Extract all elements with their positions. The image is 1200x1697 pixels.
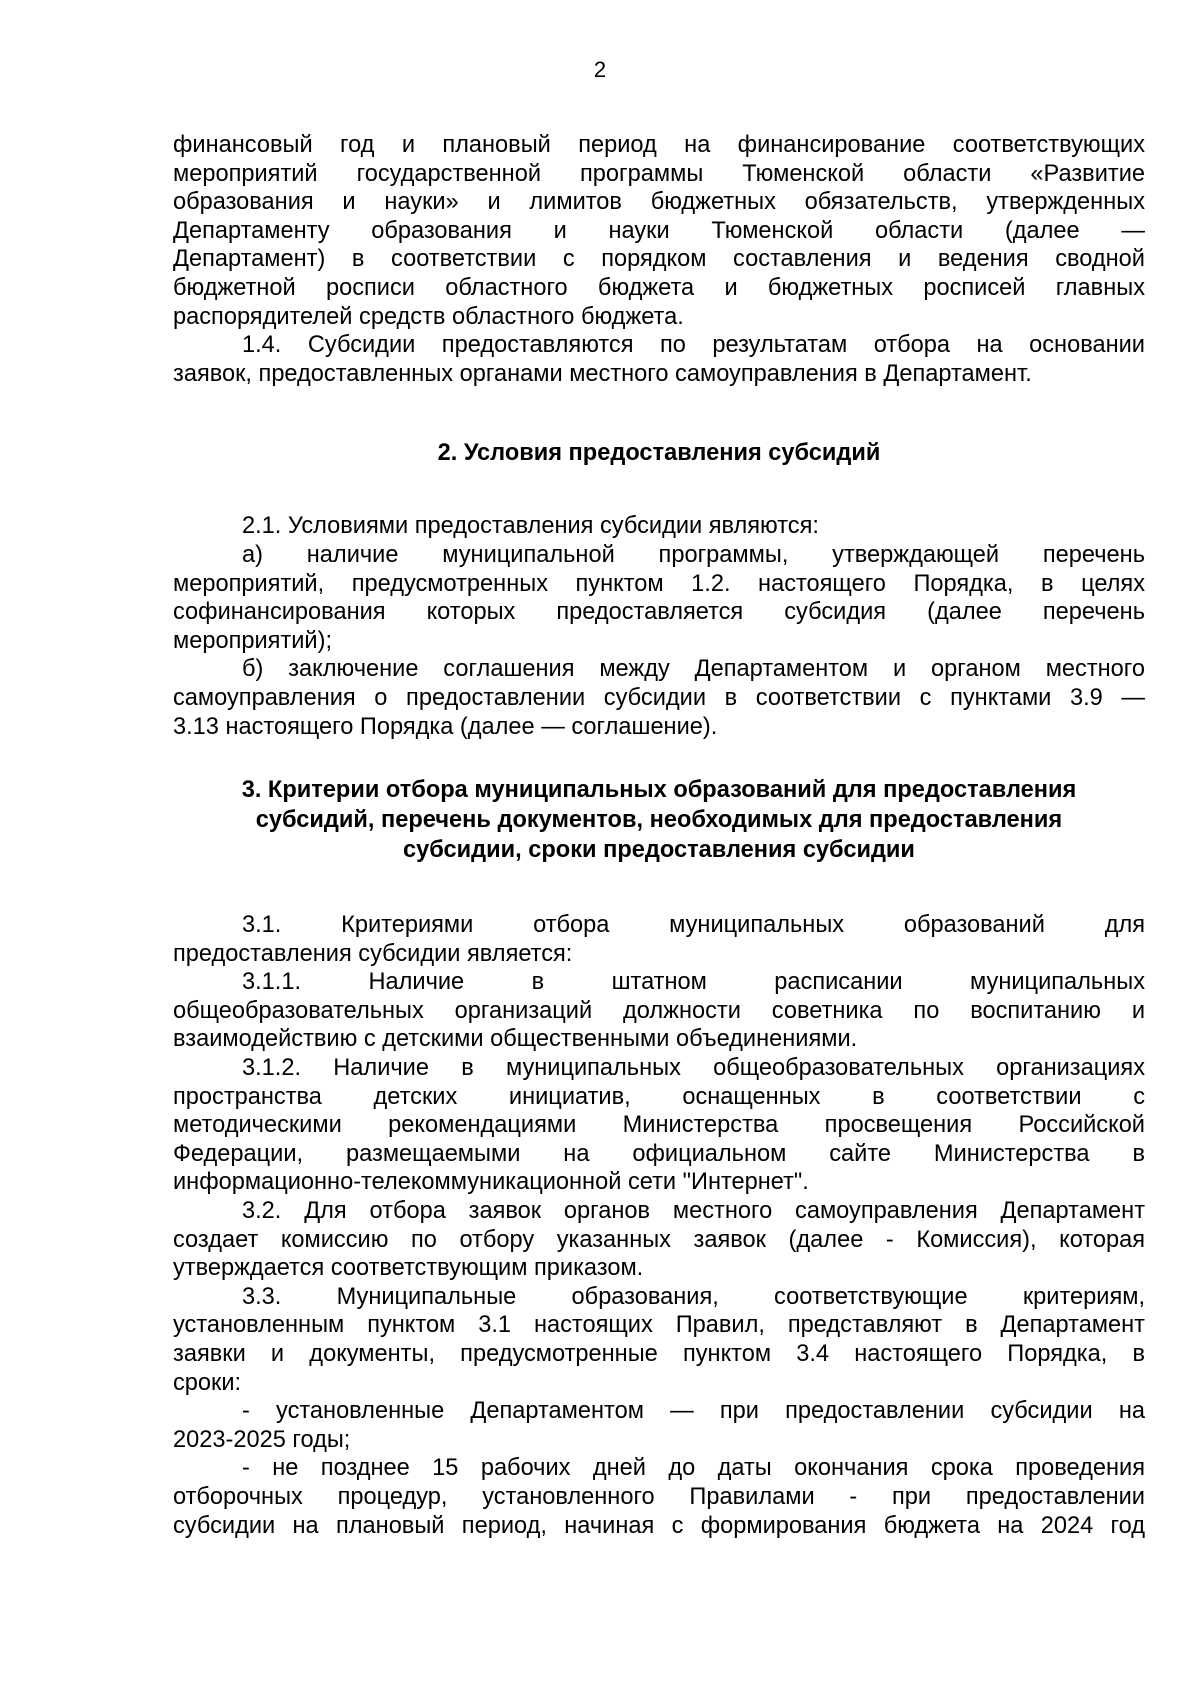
text-line: информационно-телекоммуникационной сети "Интернет". <box>173 1169 809 1196</box>
text-line: 2023-2025 годы; <box>173 1426 351 1453</box>
text-line: самоуправления о предоставлении субсидии в соответствии с пунктами 3.9 — <box>173 684 1145 711</box>
paragraph-3-3 <box>173 1283 1145 1397</box>
heading-line: субсидий, перечень документов, необходимых для предоставления <box>255 807 1063 834</box>
text-line: предоставления субсидии является: <box>173 940 573 967</box>
section-heading-3 <box>173 775 1145 865</box>
text-line: сроки: <box>173 1369 242 1396</box>
text-line: 3.1.2. Наличие в муниципальных общеобразовательных организациях <box>242 1055 1145 1082</box>
paragraph-3-3-dash-1 <box>173 1397 1145 1454</box>
text-line: а) наличие муниципальной программы, утверждающей перечень <box>242 541 1145 568</box>
text-line: 3.3. Муниципальные образования, соответствующие критериям, <box>242 1283 1145 1310</box>
text-line: распорядителей средств областного бюджета. <box>173 303 684 330</box>
paragraph-3-2 <box>173 1197 1145 1283</box>
paragraph-3-1 <box>173 911 1145 968</box>
text-line: Федерации, размещаемыми на официальном сайте Министерства в <box>173 1140 1145 1167</box>
text-line: - не позднее 15 рабочих дней до даты окончания срока проведения <box>242 1455 1145 1482</box>
paragraph-3-1-1 <box>173 968 1145 1054</box>
text-line: мероприятий); <box>173 627 333 654</box>
text-line: финансовый год и плановый период на финансирование соответствующих <box>173 132 1145 158</box>
text-line: пространства детских инициатив, оснащенных в соответствии с <box>173 1083 1145 1110</box>
text-line: 3.1. Критериями отбора муниципальных образований для <box>242 912 1145 939</box>
text-line: взаимодействию с детскими общественными объединениями. <box>173 1026 858 1053</box>
paragraph-1-4 <box>173 331 1145 388</box>
text-line: бюджетной росписи областного бюджета и бюджетных росписей главных <box>173 274 1145 301</box>
paragraph-2-1-a <box>173 541 1145 655</box>
text-line: 2.1. Условиями предоставления субсидии являются: <box>242 513 819 540</box>
text-line: заявок, предоставленных органами местного самоуправления в Департамент. <box>173 360 1032 387</box>
paragraph-3-1-2 <box>173 1054 1145 1197</box>
text-line: 3.13 настоящего Порядка (далее — соглашение). <box>173 713 718 740</box>
text-line: 3.1.1. Наличие в штатном расписании муниципальных <box>242 969 1145 996</box>
text-line: субсидии на плановый период, начиная с формирования бюджета на 2024 год <box>173 1512 1145 1539</box>
heading-line: субсидии, сроки предоставления субсидии <box>403 837 915 864</box>
text-line: Департаменту образования и науки Тюменской области (далее — <box>173 217 1145 244</box>
text-line: Департамент) в соответствии с порядком составления и ведения сводной <box>173 246 1145 273</box>
text-line: софинансирования которых предоставляется субсидия (далее перечень <box>173 599 1145 626</box>
paragraph-intro <box>173 131 1145 331</box>
text-line: 1.4. Субсидии предоставляются по результатам отбора на основании <box>242 332 1145 359</box>
text-line: методическими рекомендациями Министерства просвещения Российской <box>173 1112 1145 1139</box>
document-body <box>173 131 1145 1540</box>
text-line: мероприятий государственной программы Тюменской области «Развитие <box>173 160 1145 187</box>
text-line: образования и науки» и лимитов бюджетных обязательств, утвержденных <box>173 189 1145 216</box>
section-heading-2: 2. Условия предоставления субсидий <box>437 440 881 467</box>
text-line: отборочных процедур, установленного Правилами - при предоставлении <box>173 1483 1145 1510</box>
text-line: заявки и документы, предусмотренные пунктом 3.4 настоящего Порядка, в <box>173 1341 1145 1367</box>
text-line: б) заключение соглашения между Департаментом и органом местного <box>242 656 1145 683</box>
paragraph-2-1 <box>173 512 1145 541</box>
text-line: мероприятий, предусмотренных пунктом 1.2. настоящего Порядка, в целях <box>173 570 1145 597</box>
text-line: 3.2. Для отбора заявок органов местного самоуправления Департамент <box>242 1198 1145 1225</box>
text-line: создает комиссию по отбору указанных заявок (далее - Комиссия), которая <box>173 1226 1145 1253</box>
text-line: общеобразовательных организаций должности советника по воспитанию и <box>173 997 1145 1024</box>
text-line: - установленные Департаментом — при предоставлении субсидии на <box>242 1398 1145 1425</box>
page-number: 2 <box>593 57 607 82</box>
text-line: утверждается соответствующим приказом. <box>173 1255 644 1282</box>
heading-line: 3. Критерии отбора муниципальных образований для предоставления <box>241 777 1077 804</box>
paragraph-3-3-dash-2 <box>173 1454 1145 1540</box>
text-line: установленным пунктом 3.1 настоящих Правил, представляют в Департамент <box>173 1312 1145 1339</box>
paragraph-2-1-b <box>173 655 1145 741</box>
